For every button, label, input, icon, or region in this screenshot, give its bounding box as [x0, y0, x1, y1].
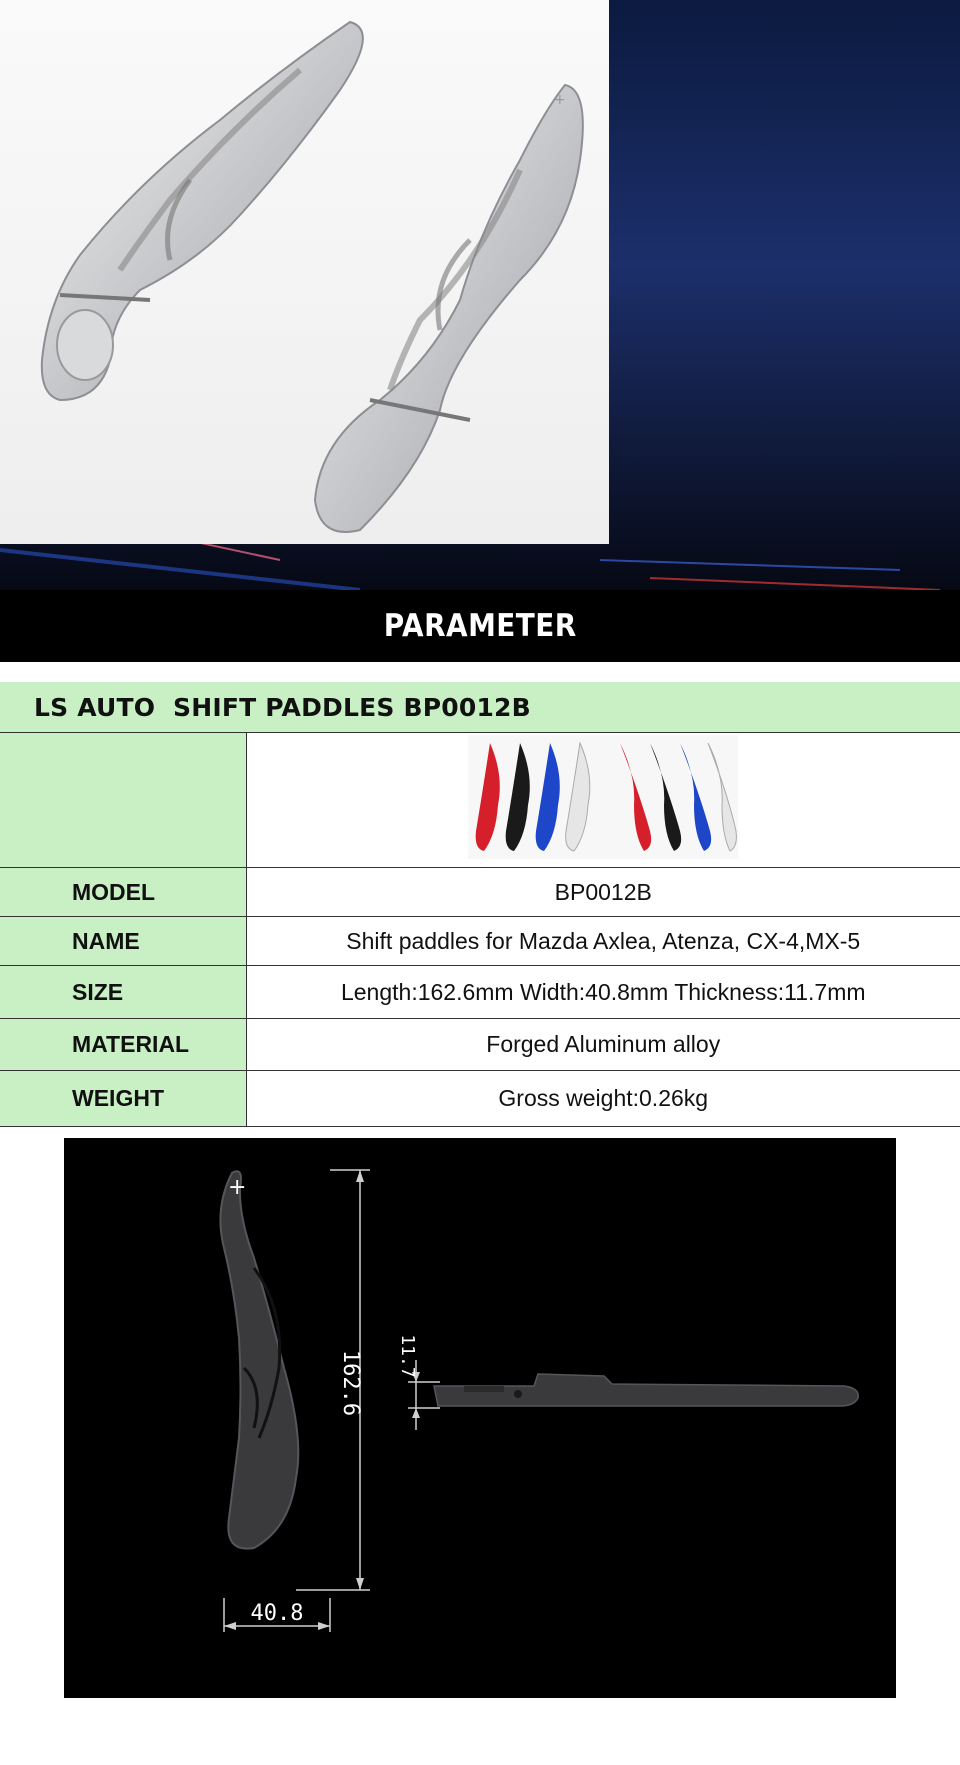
- spec-row-model: [0, 868, 960, 917]
- spec-table-title: LS AUTO SHIFT PADDLES BP0012B: [34, 692, 531, 722]
- spec-row-material: [0, 1019, 960, 1071]
- variants-row: [0, 733, 960, 868]
- length-label: 162.6: [338, 1349, 363, 1417]
- parameter-banner: [0, 590, 960, 662]
- spec-table: [0, 732, 960, 1127]
- parameter-title: PARAMETER: [383, 608, 577, 644]
- spec-row-size: [0, 966, 960, 1019]
- svg-text:+: +: [554, 92, 566, 108]
- spec-label-model: MODEL: [0, 868, 246, 917]
- spec-value-weight: Gross weight:0.26kg: [246, 1071, 960, 1127]
- spec-value-name: Shift paddles for Mazda Axlea, Atenza, CX-4,MX-5: [246, 917, 960, 966]
- spec-label-material: MATERIAL: [0, 1019, 246, 1071]
- spec-value-size: Length:162.6mm Width:40.8mm Thickness:11.7mm: [246, 966, 960, 1019]
- dimension-drawing-svg: [64, 1138, 896, 1698]
- width-label: 40.8: [250, 1601, 304, 1626]
- spec-value-material: Forged Aluminum alloy: [246, 1019, 960, 1071]
- spec-label-size: SIZE: [0, 966, 246, 1019]
- spec-label-name: NAME: [0, 917, 246, 966]
- paddle-side-view: [434, 1374, 858, 1406]
- plus-mark: +: [228, 1175, 247, 1200]
- spec-label-weight: WEIGHT: [0, 1071, 246, 1127]
- color-variants-image: [468, 735, 738, 859]
- variants-label-cell: [0, 733, 246, 868]
- variants-image-cell: [246, 733, 960, 868]
- dimension-drawing: [64, 1138, 896, 1698]
- spec-value-model: BP0012B: [246, 868, 960, 917]
- spec-row-weight: [0, 1071, 960, 1127]
- spec-table-title-bar: [0, 682, 960, 732]
- thickness-label: 11.7: [397, 1334, 418, 1378]
- paddle-front-view: [220, 1171, 298, 1548]
- spec-row-name: [0, 917, 960, 966]
- hero-banner: [0, 0, 960, 590]
- product-photo: [0, 0, 609, 544]
